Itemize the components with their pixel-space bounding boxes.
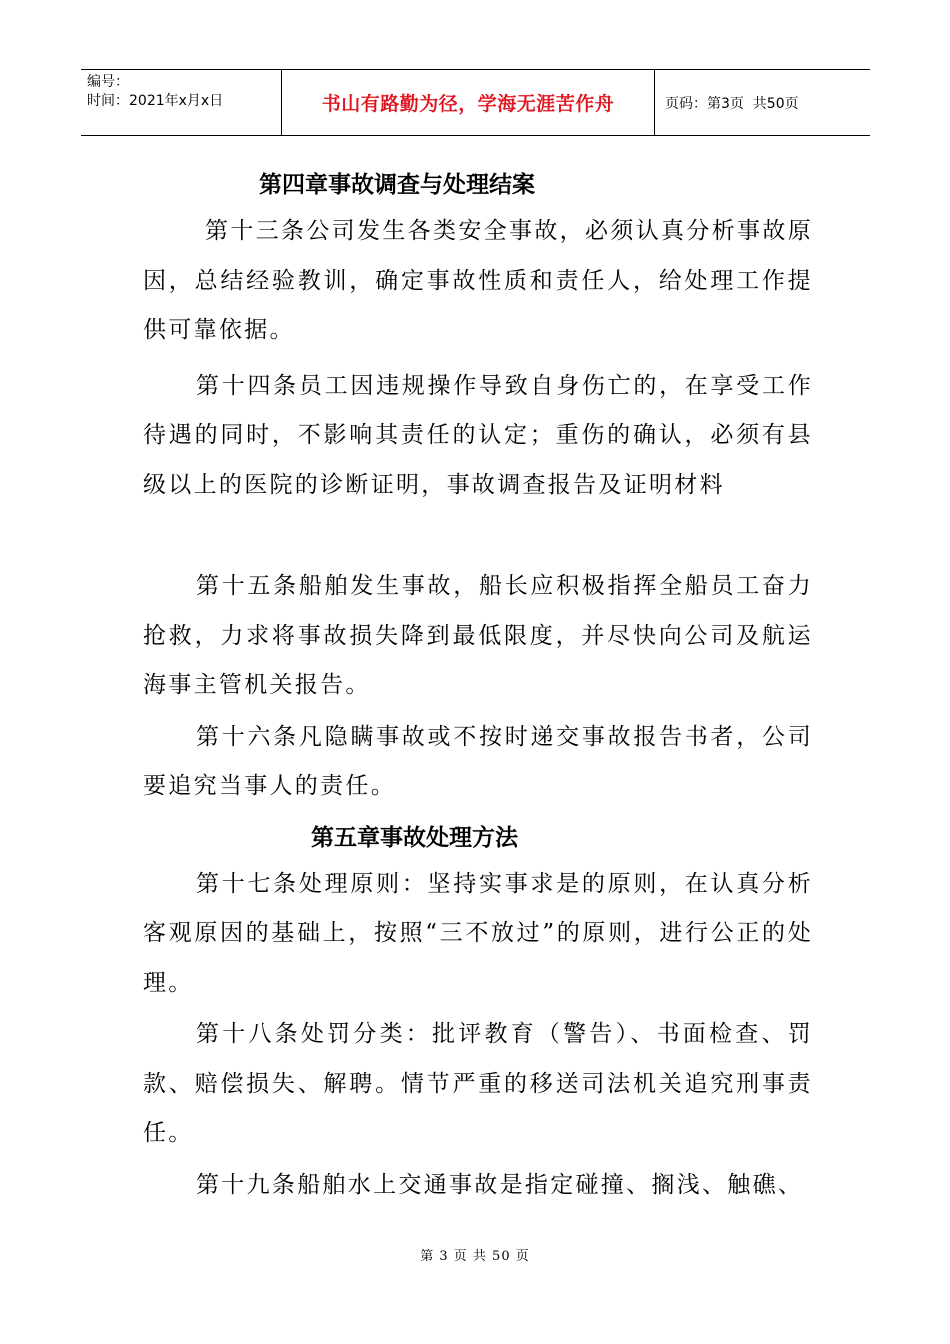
document-time-label: 时间：2021年x月x日 bbox=[87, 93, 224, 109]
article-14: 第十四条员工因违规操作导致自身伤亡的，在享受工作待遇的同时，不影响其责任的认定；重伤的确认，必须有县级以上的医院的诊断证明，事故调查报告及证明材料 bbox=[143, 372, 813, 498]
chapter-5-title: 第五章事故处理方法 bbox=[311, 824, 518, 851]
document-number-label: 编号： bbox=[87, 74, 129, 90]
header-page-info-text: 页码：第3页 共50页 bbox=[665, 95, 799, 112]
chapter-4-title: 第四章事故调查与处理结案 bbox=[259, 172, 535, 198]
page-footer: 第 3 页 共 50 页 bbox=[420, 1249, 530, 1264]
article-18: 第十八条处罚分类：批评教育（警告）、书面检查、罚款、赔偿损失、解聘。情节严重的移送司法机关追究刑事责任。 bbox=[143, 1021, 813, 1146]
article-16: 第十六条凡隐瞒事故或不按时递交事故报告书者，公司要追究当事人的责任。 bbox=[143, 723, 813, 799]
blank-gap bbox=[143, 510, 813, 562]
article-13: 第十三条公司发生各类安全事故，必须认真分析事故原因，总结经验教训，确定事故性质和责任人，给处理工作提供可靠依据。 bbox=[143, 218, 813, 343]
article-17: 第十七条处理原则：坚持实事求是的原则，在认真分析客观原因的基础上，按照“三不放过”的原则，进行公正的处理。 bbox=[143, 870, 813, 996]
page-header bbox=[81, 69, 870, 136]
header-page-info bbox=[655, 70, 870, 135]
article-19: 第十九条船舶水上交通事故是指定碰撞、搁浅、触礁、 bbox=[196, 1171, 804, 1198]
header-meta bbox=[81, 70, 281, 135]
document-body bbox=[143, 163, 813, 1210]
article-15: 第十五条船舶发生事故，船长应积极指挥全船员工奋力抢救，力求将事故损失降到最低限度，并尽快向公司及航运海事主管机关报告。 bbox=[143, 573, 813, 698]
header-motto: 书山有路勤为径，学海无涯苦作舟 bbox=[281, 70, 655, 135]
